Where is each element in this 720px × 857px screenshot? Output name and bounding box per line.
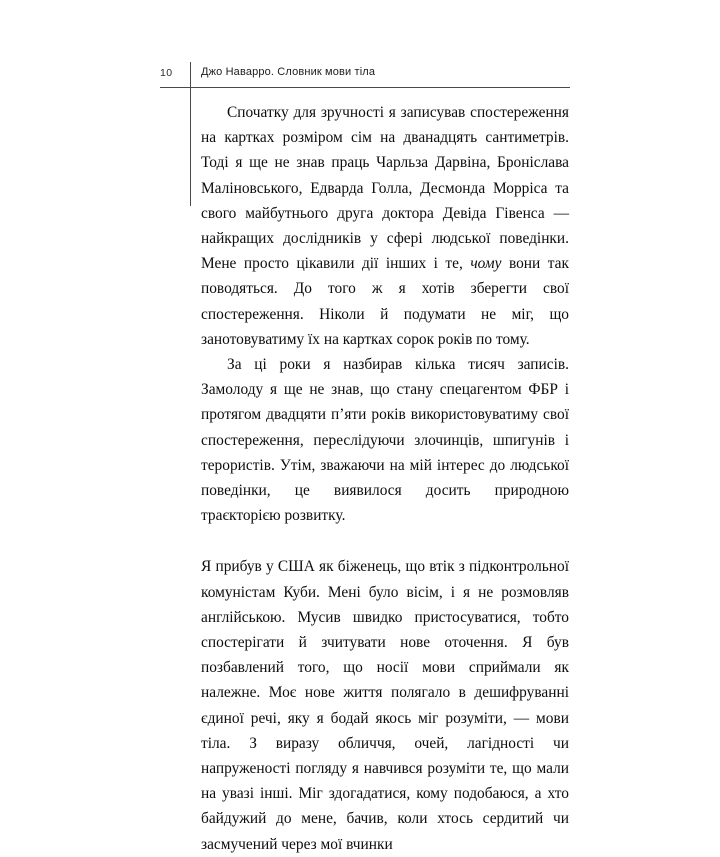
page-number: 10: [160, 67, 173, 79]
body-text-block: [201, 100, 569, 857]
paragraph-1-text-after-italic: вони так поводяться. До того ж я хотів зберегти свої спостереження. Ніколи й подумати не міг, що занотовуватиму їх на картках сорок років по тому.: [201, 255, 569, 348]
header-horizontal-rule: [160, 87, 570, 88]
paragraph-1-text-before-italic: Спочатку для зручності я записував спостереження на картках розміром сім на дванадцять сантиметрів. Тоді я ще не знав праць Чарльза Дарвіна, Броніслава Маліновського, Едварда Голла, Десмонда Морріса та свого майбутнього друга доктора Девіда Гівенса — найкращих дослідників у сфері людської поведінки. Мене просто цікавили дії інших і те,: [201, 104, 569, 273]
running-title: Джо Наварро. Словник мови тіла: [201, 66, 376, 78]
paragraph-1-italic-word: чому: [470, 255, 502, 273]
paragraph-3: Я прибув у США як біженець, що втік з підконтрольної комуністам Куби. Мені було вісім, і я не розмовляв англійською. Мусив швидко пристосуватися, тобто спостерігати й зчитувати нове оточення. Я був позбавлений того, що носії мови сприймали як належне. Моє нове життя полягало в дешифруванні єдиної речі, яку я бодай якось міг розуміти, — мови тіла. З виразу обличчя, очей, лагідності чи напруженості погляду я навчився розуміти те, що мали на увазі інші. Міг здогадатися, кому подобаюся, а хто байдужий до мене, бачив, коли хтось сердитий чи засмучений через мої вчинки: [201, 558, 569, 853]
header-vertical-rule: [190, 62, 191, 206]
running-head: [160, 64, 570, 86]
paragraph-2: За ці роки я назбирав кілька тисяч записів. Замолоду я ще не знав, що стану спецагентом ФБР і протягом двадцяти п’яти років використовуватиму свої спостереження, переслідуючи злочинців, шпигунів і терористів. Утім, зважаючи на мій інтерес до людської поведінки, це виявилося досить природною траєкторією розвитку.: [201, 356, 569, 525]
paragraph-1: [201, 100, 569, 352]
